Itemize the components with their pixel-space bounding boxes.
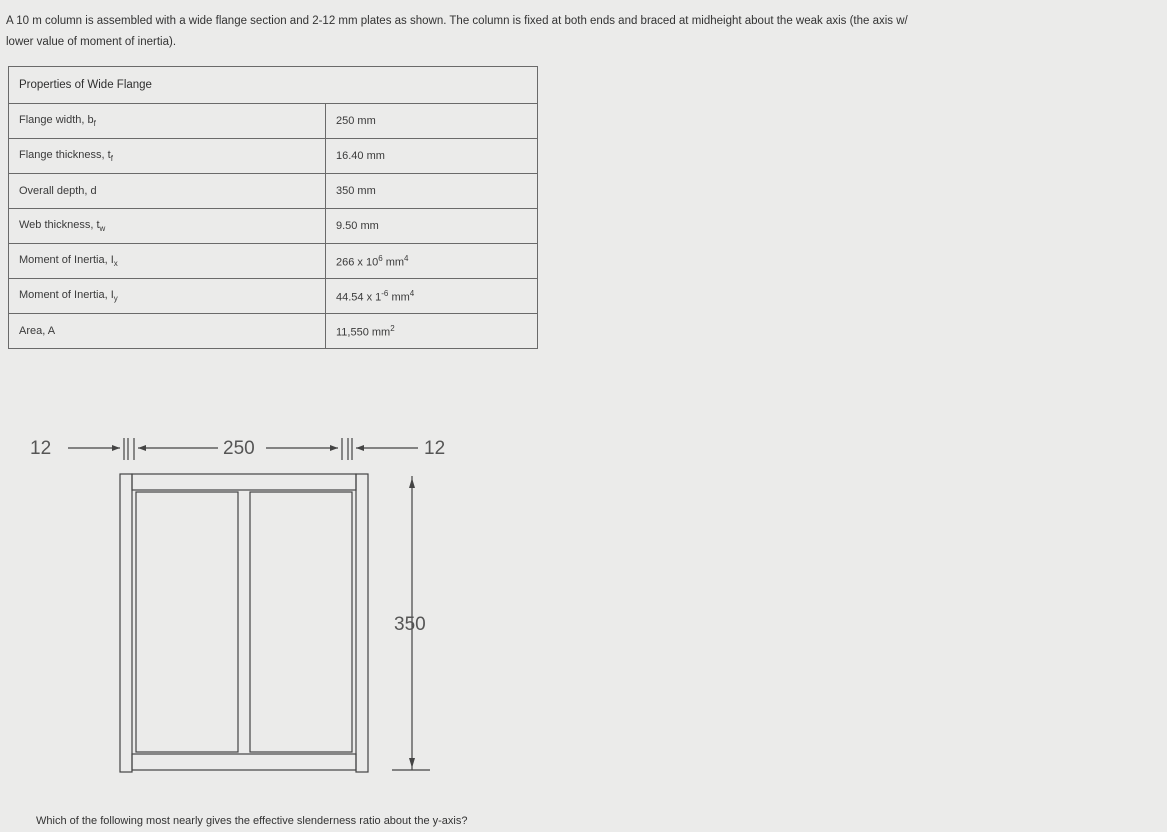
table-title: Properties of Wide Flange (9, 67, 538, 104)
row-value-flange-width: 250 mm (326, 104, 538, 139)
row-value-overall-depth: 350 mm (326, 174, 538, 209)
row-label-overall-depth: Overall depth, d (9, 174, 326, 209)
table-header-row (9, 67, 538, 104)
dim-width-label: 250 (223, 438, 255, 459)
row-value-web-thickness: 9.50 mm (326, 209, 538, 244)
row-value-flange-thickness: 16.40 mm (326, 139, 538, 174)
row-value-moment-of-inertia-x: 266 x $10^6$ $mm^4$ (326, 244, 538, 279)
wide-flange-properties-table (8, 66, 538, 349)
table-row (9, 104, 538, 139)
row-label-area: Area, A (9, 314, 326, 349)
row-label-flange-width: Flange width, $b_f$ (9, 104, 326, 139)
row-value-moment-of-inertia-y: 44.54 x $1^{-6}$ $mm^4$ (326, 279, 538, 314)
dim-depth-label: 350 (394, 614, 426, 635)
row-label-moment-of-inertia-x: Moment of Inertia, $I_x$ (9, 244, 326, 279)
table-row (9, 314, 538, 349)
question-text: Which of the following most nearly gives the effective slenderness ratio about the y-axis? (36, 815, 468, 827)
table-row (9, 244, 538, 279)
problem-line-1: A 10 m column is assembled with a wide flange section and 2-12 mm plates as shown. The column is fixed at both ends and braced at midheight about the weak axis (the axis w/ (6, 15, 908, 27)
problem-line-2: lower value of moment of inertia). (6, 36, 177, 48)
built-up-section-drawing (20, 420, 480, 780)
table-row (9, 279, 538, 314)
table-row (9, 209, 538, 244)
row-label-web-thickness: Web thickness, $t_w$ (9, 209, 326, 244)
row-label-moment-of-inertia-y: Moment of Inertia, $I_y$ (9, 279, 326, 314)
row-label-flange-thickness: Flange thickness, $t_f$ (9, 139, 326, 174)
dim-right-plate-label: 12 (424, 438, 446, 459)
dim-left-plate-label: 12 (30, 438, 52, 459)
table-row (9, 139, 538, 174)
row-value-area: 11,550 $mm^2$ (326, 314, 538, 349)
problem-statement (6, 11, 1126, 53)
table-row (9, 174, 538, 209)
